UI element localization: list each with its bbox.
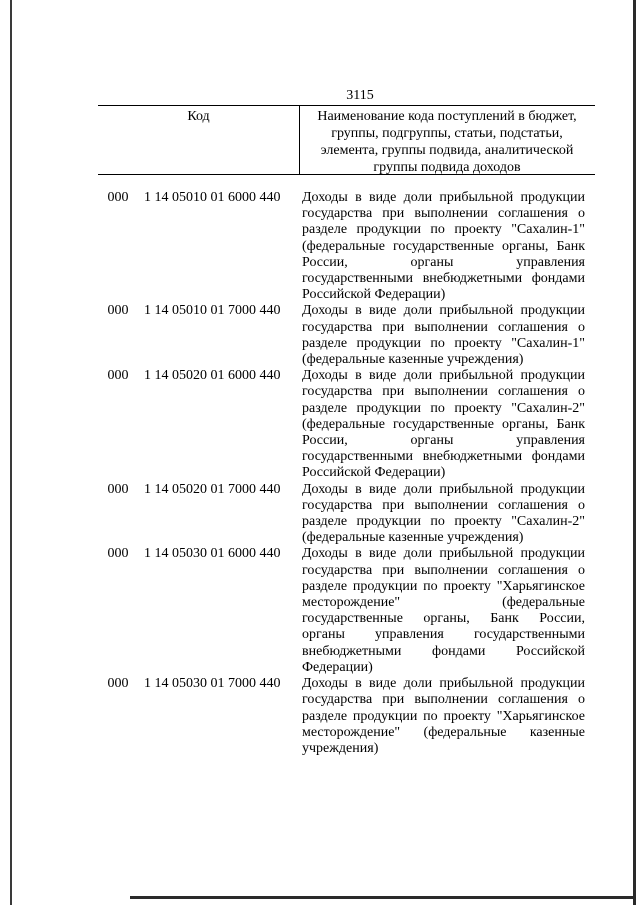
revenue-description — [302, 303, 585, 368]
description-line: (федеральные казенные учреждения) — [302, 352, 524, 368]
revenue-code: 1 14 05030 01 6000 440 — [144, 546, 281, 562]
table-body — [98, 190, 595, 757]
description-line: разделе продукции по проекту "Харьягинское — [302, 578, 585, 594]
description-line: месторождение" (федеральные — [302, 595, 585, 611]
description-line: Доходы в виде доли прибыльной продукции — [302, 546, 585, 562]
description-line: государства при выполнении соглашения о — [302, 692, 585, 708]
revenue-code: 1 14 05030 01 7000 440 — [144, 676, 281, 692]
description-line: учреждения) — [302, 740, 379, 756]
description-line: России, органы управления — [302, 433, 585, 449]
description-line: государственными внебюджетными фондами — [302, 271, 585, 287]
page-edge-right — [633, 0, 636, 905]
revenue-description — [302, 676, 585, 757]
revenue-description — [302, 482, 585, 547]
revenue-description — [302, 546, 585, 676]
description-line: внебюджетными фондами Российской — [302, 643, 585, 659]
description-line: Российской Федерации) — [302, 287, 446, 303]
page-edge-bottom — [130, 896, 636, 899]
description-line: государственными внебюджетными фондами — [302, 449, 585, 465]
revenue-code: 1 14 05020 01 6000 440 — [144, 368, 281, 384]
page-number: 3115 — [346, 88, 374, 103]
table-row — [98, 303, 595, 368]
revenue-code: 1 14 05020 01 7000 440 — [144, 481, 281, 497]
description-line: разделе продукции по проекту "Сахалин-1" — [302, 335, 585, 351]
table-row — [98, 546, 595, 676]
admin-code: 000 — [107, 546, 129, 562]
description-line: России, органы управления — [302, 254, 585, 270]
description-line: Российской Федерации) — [302, 465, 446, 481]
description-line: государства при выполнении соглашения о — [302, 206, 585, 222]
admin-code: 000 — [107, 368, 129, 384]
revenue-description — [302, 190, 585, 303]
description-line: месторождение" (федеральные казенные — [302, 724, 585, 740]
page-edge-left — [10, 0, 12, 905]
header-divider — [299, 106, 300, 174]
table-row — [98, 676, 595, 757]
description-line: Доходы в виде доли прибыльной продукции — [302, 676, 585, 692]
description-line: государства при выполнении соглашения о — [302, 319, 585, 335]
description-line: Доходы в виде доли прибыльной продукции — [302, 368, 585, 384]
header-code-label: Код — [187, 109, 210, 124]
description-line: Федерации) — [302, 659, 373, 675]
admin-code: 000 — [107, 190, 129, 205]
header-name-label: Наименование кода поступлений в бюджет, группы, подгруппы, статьи, подстатьи, элемента, группы подвида, аналитической группы подвида доходов — [317, 109, 577, 175]
description-line: разделе продукции по проекту "Сахалин-2" — [302, 514, 585, 530]
description-line: Доходы в виде доли прибыльной продукции — [302, 190, 585, 205]
description-line: разделе продукции по проекту "Сахалин-2" — [302, 400, 585, 416]
revenue-description — [302, 368, 585, 481]
description-line: разделе продукции по проекту "Харьягинское — [302, 708, 585, 724]
revenue-code: 1 14 05010 01 6000 440 — [144, 190, 281, 205]
table-row — [98, 482, 595, 547]
description-line: органы управления государственными — [302, 627, 585, 643]
description-line: государства при выполнении соглашения о — [302, 497, 585, 513]
admin-code: 000 — [107, 303, 129, 319]
table-row — [98, 368, 595, 481]
revenue-code: 1 14 05010 01 7000 440 — [144, 303, 281, 319]
description-line: государства при выполнении соглашения о — [302, 384, 585, 400]
description-line: Доходы в виде доли прибыльной продукции — [302, 481, 585, 497]
table-header — [98, 105, 595, 175]
description-line: (федеральные государственные органы, Банк — [302, 238, 585, 254]
description-line: государственные органы, Банк России, — [302, 611, 585, 627]
description-line: разделе продукции по проекту "Сахалин-1" — [302, 222, 585, 238]
description-line: государства при выполнении соглашения о — [302, 562, 585, 578]
admin-code: 000 — [107, 481, 129, 497]
description-line: (федеральные государственные органы, Банк — [302, 416, 585, 432]
description-line: (федеральные казенные учреждения) — [302, 530, 524, 546]
description-line: Доходы в виде доли прибыльной продукции — [302, 303, 585, 319]
admin-code: 000 — [107, 676, 129, 692]
table-row — [98, 190, 595, 303]
